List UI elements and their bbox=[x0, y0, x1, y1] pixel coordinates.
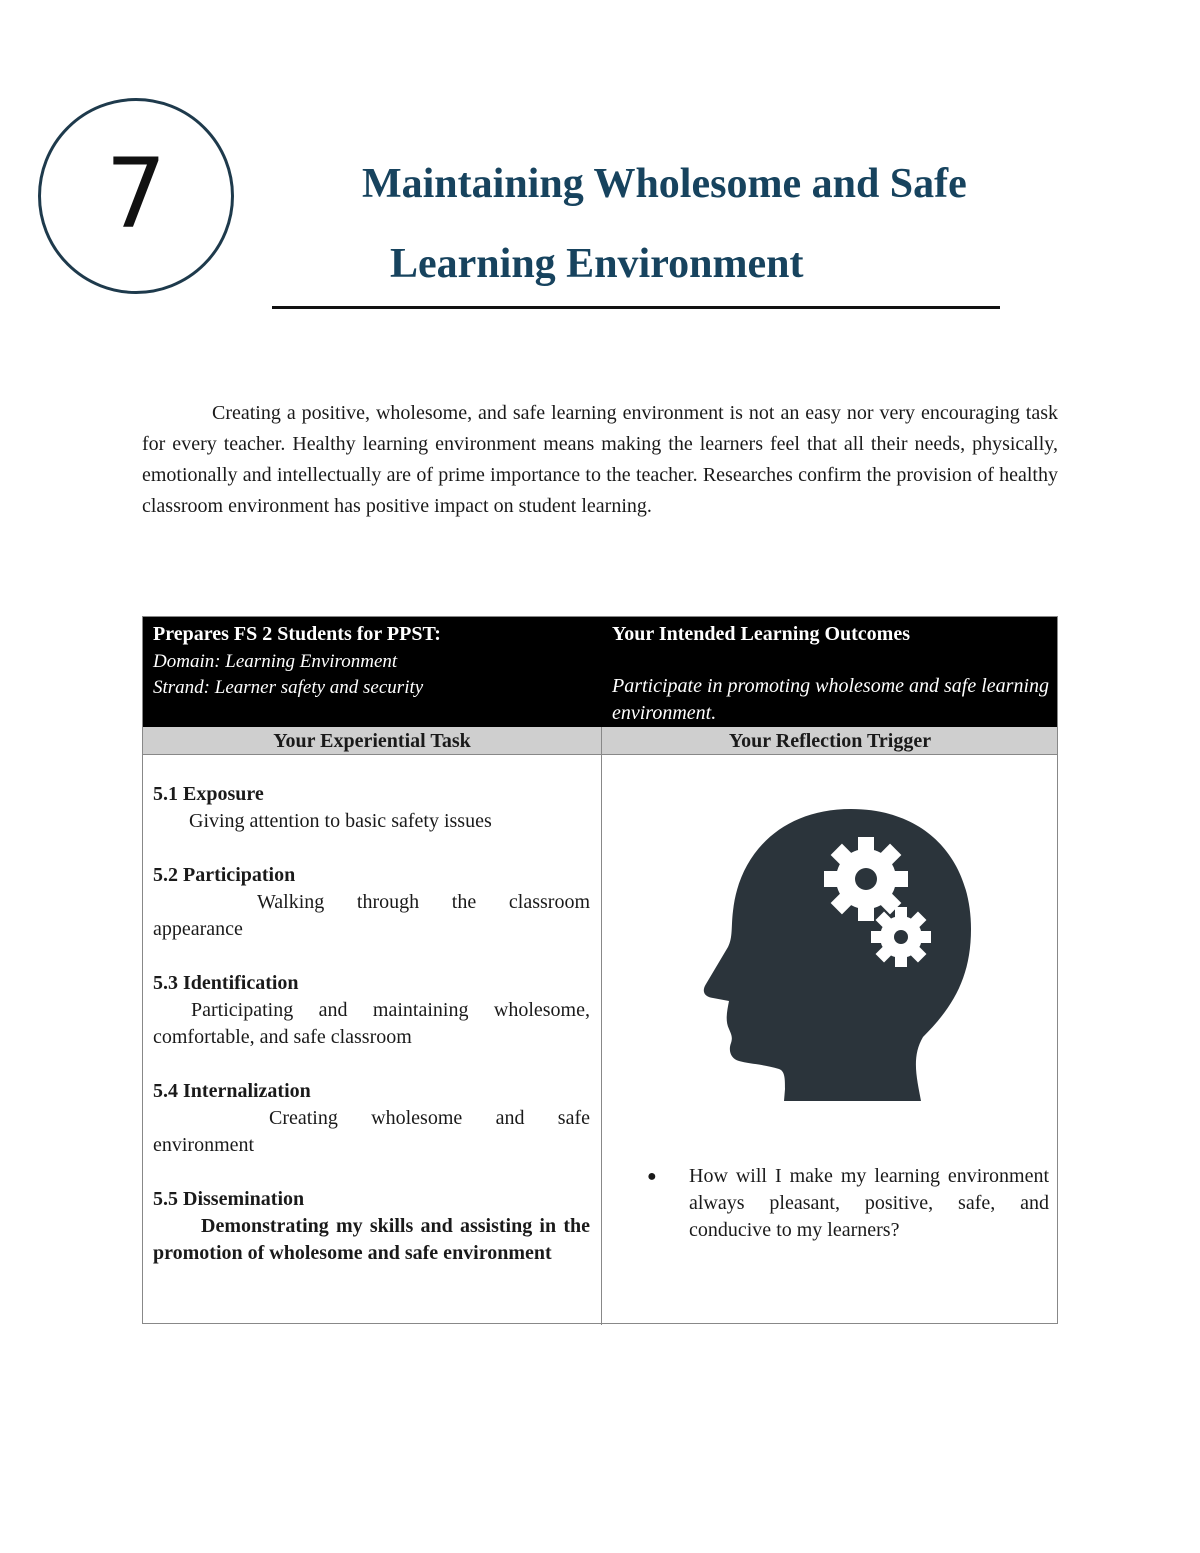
task-description: Creating wholesome and safe environment bbox=[153, 1107, 590, 1156]
outcomes-text: Participate in promoting wholesome and safe learning environment. bbox=[612, 675, 1050, 724]
column-divider bbox=[601, 727, 602, 1325]
head-with-gears-icon bbox=[671, 779, 1011, 1119]
title-divider bbox=[272, 306, 1000, 309]
task-title: 5.5 Dissemination bbox=[153, 1188, 305, 1210]
experiential-task-list bbox=[153, 781, 590, 1294]
lesson-title-line-2: Learning Environment bbox=[390, 241, 804, 287]
task-description: Walking through the classroom appearance bbox=[153, 891, 590, 940]
task-description: Giving attention to basic safety issues bbox=[189, 810, 492, 832]
ppst-domain: Domain: Learning Environment bbox=[153, 651, 398, 672]
outcomes-title: Your Intended Learning Outcomes bbox=[612, 623, 910, 645]
task-item bbox=[153, 970, 590, 1051]
task-title: 5.3 Identification bbox=[153, 972, 299, 994]
ppst-strand: Strand: Learner safety and security bbox=[153, 677, 424, 698]
reflection-trigger-label: Your Reflection Trigger bbox=[728, 730, 932, 752]
reflection-trigger bbox=[641, 1163, 1049, 1244]
task-title: 5.1 Exposure bbox=[153, 783, 264, 805]
lesson-number-badge bbox=[38, 98, 234, 294]
column-label-row bbox=[143, 727, 1057, 755]
lesson-number: 7 bbox=[105, 138, 167, 250]
task-description: Demonstrating my skills and assisting in the promotion of wholesome and safe environment bbox=[153, 1215, 590, 1264]
ppst-title: Prepares FS 2 Students for PPST: bbox=[153, 623, 441, 645]
intro-paragraph: Creating a positive, wholesome, and safe learning environment is not an easy nor very encouraging task for every teacher. Healthy learning environment means making the learners feel that all their needs, physically, emotionally and intellectually are of prime importance to the teacher. Researches confirm the provision of healthy classroom environment has positive impact on student learning. bbox=[142, 402, 1058, 517]
list-item bbox=[641, 1163, 1049, 1244]
ppst-header-cell bbox=[153, 617, 601, 701]
outcomes-header-cell bbox=[612, 617, 1060, 727]
experiential-task-label: Your Experiential Task bbox=[273, 730, 471, 752]
task-item bbox=[153, 1078, 590, 1159]
task-description: Participating and maintaining wholesome, comfortable, and safe classroom bbox=[153, 999, 590, 1048]
bullet-icon: ● bbox=[647, 1168, 657, 1185]
learning-outcomes-table bbox=[142, 616, 1058, 1324]
lesson-title-line-1: Maintaining Wholesome and Safe bbox=[362, 161, 967, 207]
task-item bbox=[153, 1186, 590, 1267]
task-item bbox=[153, 862, 590, 943]
reflection-question: How will I make my learning environment always pleasant, positive, safe, and conducive to my learners? bbox=[689, 1165, 1049, 1241]
task-item bbox=[153, 781, 590, 835]
table-header-row bbox=[143, 617, 1057, 727]
task-title: 5.2 Participation bbox=[153, 864, 296, 886]
task-title: 5.4 Internalization bbox=[153, 1080, 311, 1102]
